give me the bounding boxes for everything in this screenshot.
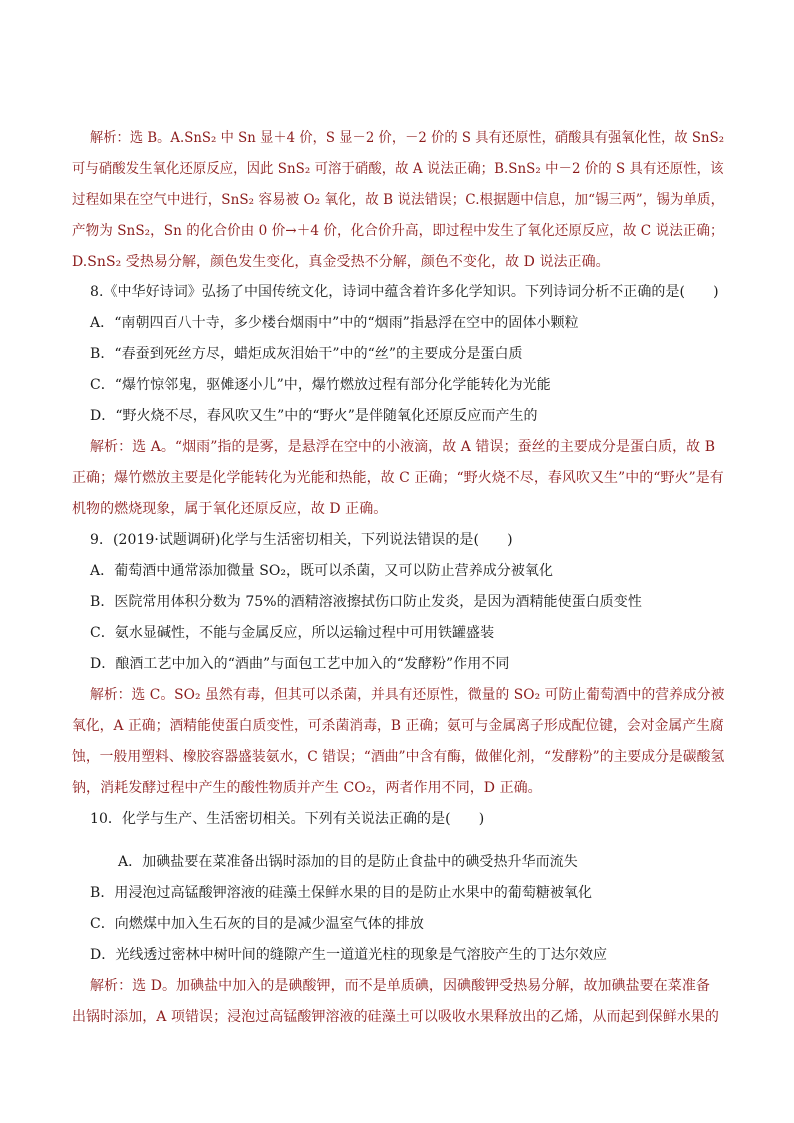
analysis-7-line-5: D.SnS₂ 受热易分解，颜色发生变化，真金受热不分解，颜色不变化，故 D 说法正确。 [72,254,610,270]
question-8-option-a: A．“南朝四百八十寺，多少楼台烟雨中”中的“烟雨”指悬浮在空中的固体小颗粒 [90,315,579,331]
analysis-10-line-1: 解析：选 D。加碘盐中加入的是碘酸钾，而不是单质碘，因碘酸钾受热易分解，故加碘盐要在菜准备 [90,978,710,994]
question-10-stem: 10．化学与生产、生活密切相关。下列有关说法正确的是( ) [90,811,485,827]
analysis-7-line-1: 解析：选 B。A.SnS₂ 中 Sn 显＋4 价，S 显－2 价，－2 价的 S 具有还原性，硝酸具有强氧化性，故 SnS₂ [90,130,725,146]
question-8-stem: 8.《中华好诗词》弘扬了中国传统文化，诗词中蕴含着许多化学知识。下列诗词分析不正确的是( ) [90,284,719,300]
question-10-option-b: B．用浸泡过高锰酸钾溶液的硅藻土保鲜水果的目的是防止水果中的葡萄糖被氧化 [90,885,593,901]
question-8-option-d: D．“野火烧不尽，春风吹又生”中的“野火”是伴随氧化还原反应而产生的 [90,408,538,424]
question-8-option-c: C．“爆竹惊邻鬼，驱傩逐小儿”中，爆竹燃放过程有部分化学能转化为光能 [90,377,551,393]
question-10-option-d: D．光线透过密林中树叶间的缝隙产生一道道光柱的现象是气溶胶产生的丁达尔效应 [90,947,608,963]
analysis-10-line-2: 出锅时添加，A 项错误；浸泡过高锰酸钾溶液的硅藻土可以吸收水果释放出的乙烯，从而起到保鲜水果的 [72,1009,719,1025]
analysis-9-line-1: 解析：选 C。SO₂ 虽然有毒，但其可以杀菌，并具有还原性，微量的 SO₂ 可防止葡萄酒中的营养成分被 [90,687,725,703]
question-9-option-c: C．氨水显碱性，不能与金属反应，所以运输过程中可用铁罐盛装 [90,625,495,641]
analysis-9-line-2: 氧化，A 正确；酒精能使蛋白质变性，可杀菌消毒，B 正确；氨可与金属离子形成配位键，会对金属产生腐 [72,718,724,734]
question-9-stem: 9．(2019·试题调研)化学与生活密切相关，下列说法错误的是( ) [90,532,513,548]
question-10-option-c: C．向燃煤中加入生石灰的目的是减少温室气体的排放 [90,916,424,932]
question-9-option-b: B．医院常用体积分数为 75%的酒精溶液擦拭伤口防止发炎，是因为酒精能使蛋白质变性 [90,594,642,610]
analysis-8-line-1: 解析：选 A。“烟雨”指的是雾，是悬浮在空中的小液滴，故 A 错误；蚕丝的主要成分是蛋白质，故 B [90,439,716,455]
analysis-8-line-2: 正确；爆竹燃放主要是化学能转化为光能和热能，故 C 正确；“野火烧不尽，春风吹又生”中的“野火”是有 [72,470,724,486]
question-8-option-b: B．“春蚕到死丝方尽，蜡炬成灰泪始干”中的“丝”的主要成分是蛋白质 [90,346,523,362]
question-9-option-d: D．酿酒工艺中加入的“酒曲”与面包工艺中加入的“发酵粉”作用不同 [90,656,510,672]
question-10-option-a: A．加碘盐要在菜准备出锅时添加的目的是防止食盐中的碘受热升华而流失 [118,854,578,870]
analysis-7-line-4: 产物为 SnS₂，Sn 的化合价由 0 价→＋4 价，化合价升高，即过程中发生了氧化还原反应，故 C 说法正确； [72,223,724,239]
analysis-9-line-4: 钠，消耗发酵过程中产生的酸性物质并产生 CO₂，两者作用不同，D 正确。 [72,780,542,796]
analysis-7-line-2: 可与硝酸发生氧化还原反应，因此 SnS₂ 可溶于硝酸，故 A 说法正确；B.SnS₂ 中－2 价的 S 具有还原性，该 [72,161,724,177]
analysis-7-line-3: 过程如果在空气中进行，SnS₂ 容易被 O₂ 氧化，故 B 说法错误；C.根据题中信息，加“锡三两”，锡为单质， [72,192,725,208]
question-9-option-a: A．葡萄酒中通常添加微量 SO₂，既可以杀菌，又可以防止营养成分被氧化 [90,563,553,579]
analysis-9-line-3: 蚀，一般用塑料、橡胶容器盛装氨水，C 错误；“酒曲”中含有酶，做催化剂，“发酵粉”的主要成分是碳酸氢 [72,749,725,765]
analysis-8-line-3: 机物的燃烧现象，属于氧化还原反应，故 D 正确。 [72,501,388,517]
